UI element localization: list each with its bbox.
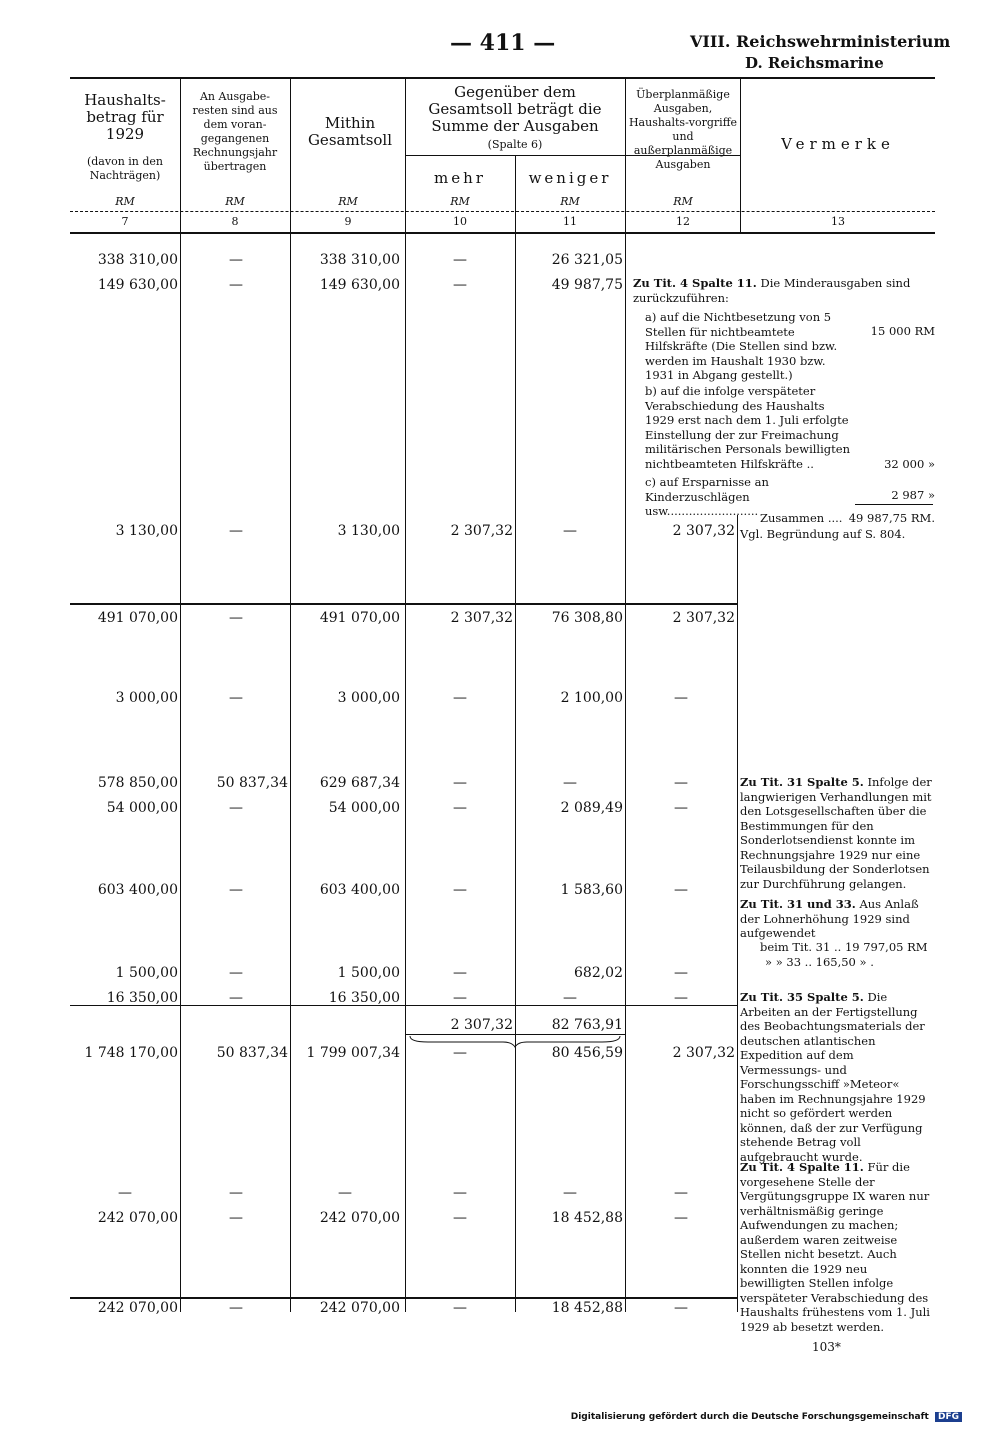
cell-r3-c9: 3 130,00 [337,523,400,539]
col13-number: 13 [831,215,845,228]
cell-r7-c8: — [229,882,243,898]
col7-header: Haushalts-betrag für 1929 [84,91,166,143]
col8-header: An Ausgabe-resten sind aus dem voran-gegangenen Rechnungsjahr übertragen [192,90,278,173]
signature-mark: 103* [812,1340,841,1354]
cell-r9-c8: — [229,990,243,1006]
cell-r6-c10: — [453,800,467,816]
subsection-title: D. Reichsmarine [745,54,884,72]
cell-sub2-c11: 82 763,91 [551,1017,623,1033]
col10-unit: RM [450,195,470,208]
note-1-item-b-amount: 32 000 » [884,457,935,471]
cell-r1-c7: 338 310,00 [97,252,178,268]
note-1-total: 49 987,75 RM. [848,511,935,525]
cell-r11-c9: 242 070,00 [319,1210,400,1226]
cell-r1-c9: 338 310,00 [319,252,400,268]
note-1-reference: Vgl. Begründung auf S. 804. [740,527,906,541]
cell-r7-c7: 603 400,00 [97,882,178,898]
cell-r10-c12: — [674,1185,688,1201]
note-1-total-label: Zusammen .... [760,511,843,525]
cell-r11-c8: — [229,1210,243,1226]
cell-sum2-c9: 1 799 007,34 [306,1045,400,1061]
cell-sum1-c10: 2 307,32 [450,610,513,626]
page-number: — 411 — [450,30,556,56]
note-4-heading: Zu Tit. 35 Spalte 5. [740,990,864,1004]
cell-r1-c11: 26 321,05 [551,252,623,268]
cell-r9-c10: — [453,990,467,1006]
col-divider-7-8 [180,77,181,1312]
note-3-line-2: » » 33 .. 165,50 » . [765,955,874,969]
cell-r11-c12: — [674,1210,688,1226]
col9-header: Mithin Gesamtsoll [307,114,393,149]
note-4-text: Die Arbeiten an der Fertigstellung des Beobachtungsmaterials der deutschen atlantischen Expedition auf dem Vermessungs- und Forschungsschiff »Meteor« haben im Rechnungsjahre 1929 nicht so gefördert werden können, daß der zur Verfügung stehende Betrag voll aufgebraucht wurde. [740,990,926,1164]
section-rule-2 [70,1297,737,1299]
cell-r5-c9: 629 687,34 [319,775,400,791]
cell-r6-c8: — [229,800,243,816]
note-1-item-b: b) auf die infolge verspäteter Verabschiedung des Haushalts 1929 erst nach dem 1. Juli erfolgte Einstellung der zur Freimachung militärischen Personals bewilligten nichtbeamteten Hilfskräfte .. [645,384,850,471]
cell-r5-c12: — [674,775,688,791]
cell-r2-c11: 49 987,75 [551,277,623,293]
cell-sum2-c10: — [453,1045,467,1061]
cell-sum3-c8: — [229,1300,243,1316]
cell-sum2-c7: 1 748 170,00 [84,1045,178,1061]
col7-number: 7 [121,215,129,228]
cell-sum3-c9: 242 070,00 [319,1300,400,1316]
note-3-line-1: beim Tit. 31 .. 19 797,05 RM [760,940,928,954]
col8-unit: RM [225,195,245,208]
cell-r3-c8: — [229,523,243,539]
note-5-text: Für die vorgesehene Stelle der Vergütungsgruppe IX waren nur verhältnismäßig geringe Aufwendungen zu machen; außerdem waren zeitweise Stellen nicht besetzt. Auch konnten die 1929 neu bewilligten Stellen infolge verspäteter Verabschiedung des Haushalts frühestens vom 1. Juli 1929 ab besetzt werden. [740,1160,930,1334]
cell-r3-c7: 3 130,00 [115,523,178,539]
cell-r7-c9: 603 400,00 [319,882,400,898]
col11-header: weniger [528,169,612,187]
cell-sum1-c9: 491 070,00 [319,610,400,626]
cell-r4-c9: 3 000,00 [337,690,400,706]
cell-sum3-c7: 242 070,00 [97,1300,178,1316]
col10-11-subheader: (Spalte 6) [487,138,543,151]
col7-unit: RM [115,195,135,208]
col-divider-8-9 [290,77,291,1312]
col12-header: Überplanmäßige Ausgaben, Haushalts-vorgriffe und außerplanmäßige Ausgaben [628,88,738,171]
cell-r6-c12: — [674,800,688,816]
cell-sum3-c11: 18 452,88 [551,1300,623,1316]
cell-r4-c10: — [453,690,467,706]
col13-header: Vermerke [781,135,895,153]
cell-r10-c8: — [229,1185,243,1201]
cell-r7-c12: — [674,882,688,898]
cell-r11-c10: — [453,1210,467,1226]
cell-r7-c11: 1 583,60 [560,882,623,898]
cell-r5-c10: — [453,775,467,791]
note-1-item-c: c) auf Ersparnisse an Kinderzuschlägen usw......................... [645,475,769,518]
note-2-text: Infolge der langwierigen Verhandlungen mit den Lotsgesellschaften über die Bestimmungen für den Sonderlotsendienst konnte im Rechnungsjahre 1929 nur eine Teilausbildung der Sonderlotsen zur Durchführung gelangen. [740,775,932,891]
cell-sub2-c10: 2 307,32 [450,1017,513,1033]
cell-r8-c12: — [674,965,688,981]
header-bottom-rule [70,232,935,234]
cell-r10-c9: — [338,1185,352,1201]
cell-sum2-c12: 2 307,32 [672,1045,735,1061]
col-divider-11-12 [625,77,626,1312]
note-1-heading: Zu Tit. 4 Spalte 11. [633,276,757,290]
cell-r11-c11: 18 452,88 [551,1210,623,1226]
cell-r1-c10: — [453,252,467,268]
cell-r3-c11: — [563,523,577,539]
digitization-footer [571,1412,962,1422]
cell-r5-c11: — [563,775,577,791]
cell-r6-c11: 2 089,49 [560,800,623,816]
note-4 [740,990,935,1164]
cell-r2-c9: 149 630,00 [319,277,400,293]
cell-r10-c11: — [563,1185,577,1201]
note-1 [633,276,935,305]
cell-r8-c9: 1 500,00 [337,965,400,981]
col10-number: 10 [453,215,467,228]
col-divider-10-11 [515,155,516,1312]
note-3-heading: Zu Tit. 31 und 33. [740,897,856,911]
dfg-logo: DFG [935,1412,962,1422]
cell-r7-c10: — [453,882,467,898]
cell-sum2-c11: 80 456,59 [551,1045,623,1061]
col9-unit: RM [338,195,358,208]
col9-number: 9 [344,215,352,228]
cell-r6-c7: 54 000,00 [106,800,178,816]
section-rule-1 [70,603,737,605]
cell-r10-c10: — [453,1185,467,1201]
cell-r4-c12: — [674,690,688,706]
col-divider-12-13 [740,77,741,232]
col10-11-header: Gegenüber dem Gesamtsoll beträgt die Summe der Ausgaben [428,83,602,135]
cell-r3-c12: 2 307,32 [672,523,735,539]
cell-r9-c9: 16 350,00 [328,990,400,1006]
note-3 [740,897,935,941]
cell-r3-c10: 2 307,32 [450,523,513,539]
note-2-heading: Zu Tit. 31 Spalte 5. [740,775,864,789]
note-1-item-c-amount: 2 987 » [891,488,935,502]
cell-r8-c11: 682,02 [574,965,623,981]
cell-r2-c7: 149 630,00 [97,277,178,293]
col-divider-12-13-lower [737,515,738,1312]
note-2 [740,775,935,891]
table-top-rule [70,77,935,79]
footer-text: Digitalisierung gefördert durch die Deutsche Forschungsgemeinschaft [570,1412,929,1422]
note-5 [740,1160,935,1334]
cell-r6-c9: 54 000,00 [328,800,400,816]
cell-r9-c7: 16 350,00 [106,990,178,1006]
cell-r9-c11: — [563,990,577,1006]
note-1-item-a: a) auf die Nichtbesetzung von 5 Stellen für nichtbeamtete Hilfskräfte (Die Stellen sind bzw. werden im Haushalt 1930 bzw. 1931 in Abgang gestellt.) [645,310,838,382]
note-5-heading: Zu Tit. 4 Spalte 11. [740,1160,864,1174]
col7-subheader: (davon in den Nachträgen) [86,155,164,182]
col11-unit: RM [560,195,580,208]
cell-r11-c7: 242 070,00 [97,1210,178,1226]
col8-number: 8 [231,215,239,228]
cell-r8-c8: — [229,965,243,981]
cell-r10-c7: — [118,1185,132,1201]
cell-r1-c8: — [229,252,243,268]
cell-r5-c7: 578 850,00 [97,775,178,791]
cell-r4-c11: 2 100,00 [560,690,623,706]
cell-sum1-c12: 2 307,32 [672,610,735,626]
note-3-text: Aus Anlaß der Lohnerhöhung 1929 sind aufgewendet [740,897,919,940]
section-title: VIII. Reichswehrministerium [690,32,951,51]
cell-r2-c8: — [229,277,243,293]
cell-sum3-c10: — [453,1300,467,1316]
col10-header: mehr [434,169,486,187]
cell-r4-c8: — [229,690,243,706]
note-1-sum-rule [855,504,933,505]
cell-sum1-c7: 491 070,00 [97,610,178,626]
cell-r9-c12: — [674,990,688,1006]
cell-r8-c7: 1 500,00 [115,965,178,981]
cell-r5-c8: 50 837,34 [216,775,288,791]
cell-r4-c7: 3 000,00 [115,690,178,706]
unit-rule [70,211,935,213]
cell-sum1-c8: — [229,610,243,626]
col12-number: 12 [676,215,690,228]
note-1-intro: Die Minderausgaben sind zurückzuführen: [633,276,911,305]
col-divider-9-10 [405,77,406,1312]
col11-number: 11 [563,215,577,228]
cell-sum2-c8: 50 837,34 [216,1045,288,1061]
note-1-item-a-amount: 15 000 RM [870,324,935,338]
cell-sum3-c12: — [674,1300,688,1316]
col12-unit: RM [673,195,693,208]
cell-r2-c10: — [453,277,467,293]
cell-r8-c10: — [453,965,467,981]
cell-sum1-c11: 76 308,80 [551,610,623,626]
